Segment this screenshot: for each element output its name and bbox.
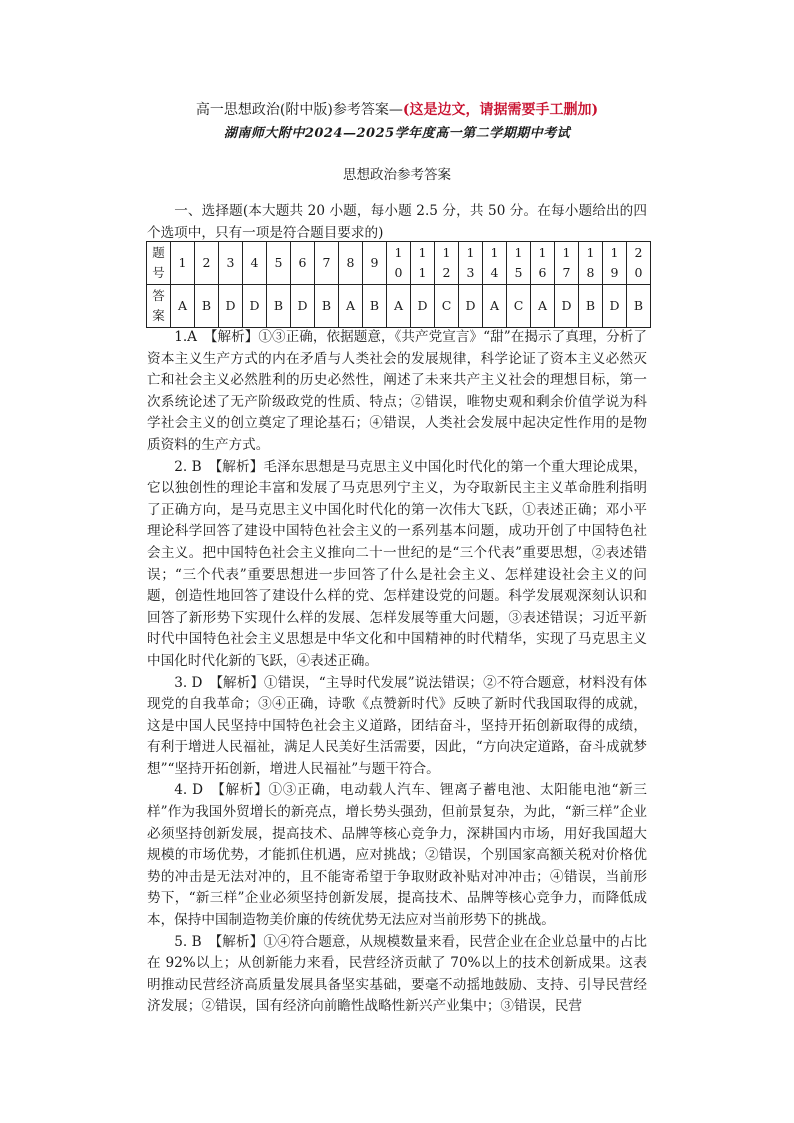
answer-cell: A <box>531 285 555 328</box>
question-number: 2 <box>202 255 211 270</box>
explanation-q1: 1.A 【解析】①③正确，依据题意，《共产党宣言》“甜”在揭示了真理，分析了资本主义生产方式的内在矛盾与人类社会的发展规律，科学论证了资本主义必然灭亡和社会主义必然胜利的历史必然性，阐述了未来共产主义社会的理想目标，第一次系统论述了无产阶级政党的性质、特点；②错误，唯物史观和剩余价值学说为科学社会主义的创立奠定了理论基石；④错误，人类社会发展中起决定性作用的是物质资料的生产方式。 <box>147 329 647 453</box>
question-number: 8 <box>346 255 355 270</box>
answer-cell: D <box>291 285 315 328</box>
answer-table <box>146 241 651 328</box>
question-number: 6 <box>298 255 307 270</box>
question-number-cell <box>459 242 483 285</box>
question-number: 7 <box>322 255 331 270</box>
explanation-q4: 4. D 【解析】①③正确，电动载人汽车、锂离子蓄电池、太阳能电池“新三样”作为我国外贸增长的新亮点，增长势头强劲，但前景复杂，为此，“新三样”企业必须坚持创新发展，提高技术、品牌等核心竞争力，深耕国内市场，用好我国超大规模的市场优势，才能抓住机遇，应对挑战；②错误，个别国家高额关税对价格优势的冲击是无法对冲的，且不能寄希望于争取财政补贴对冲冲击；④错误，当前形势下，“新三样”企业必须坚持创新发展，提高技术、品牌等核心竞争力，而降低成本，保持中国制造物美价廉的传统优势无法应对当前形势下的挑战。 <box>147 782 647 929</box>
answer-cell: A <box>171 285 195 328</box>
question-number: 20 <box>634 245 643 280</box>
question-number-cell <box>579 242 603 285</box>
header-title: 高一思想政治(附中版)参考答案— <box>195 102 403 118</box>
question-number-cell <box>315 242 339 285</box>
answer-cell: C <box>435 285 459 328</box>
question-number: 18 <box>586 245 595 280</box>
question-number: 9 <box>370 255 379 270</box>
question-number: 1 <box>178 255 187 270</box>
question-number-cell <box>291 242 315 285</box>
answer-cell: D <box>459 285 483 328</box>
document-header-line <box>0 99 794 119</box>
question-number-cell <box>603 242 627 285</box>
question-number-cell <box>387 242 411 285</box>
answer-cell: D <box>555 285 579 328</box>
exam-title: 湖南师大附中2024—2025学年度高一第二学期期中考试 <box>223 126 571 141</box>
question-number-cell <box>627 242 651 285</box>
answer-cell: C <box>507 285 531 328</box>
answer-cell: D <box>603 285 627 328</box>
answer-cell: D <box>219 285 243 328</box>
question-number-cell <box>531 242 555 285</box>
answer-cell: A <box>483 285 507 328</box>
header-editor-note: (这是边文，请据需要手工删加) <box>402 102 599 118</box>
question-number: 17 <box>562 245 571 280</box>
answer-cell: A <box>387 285 411 328</box>
answer-cell: B <box>579 285 603 328</box>
section-intro: 一、选择题(本大题共 20 小题，每小题 2.5 分，共 50 分。在每小题给出的四个选项中，只有一项是符合题目要求的) <box>147 203 647 241</box>
question-number: 10 <box>394 245 403 280</box>
question-number: 14 <box>490 245 499 280</box>
question-number-cell <box>195 242 219 285</box>
question-number: 16 <box>538 245 547 280</box>
question-number-cell <box>363 242 387 285</box>
question-number-cell <box>411 242 435 285</box>
answer-explanations <box>147 327 647 1018</box>
row-label: 答案 <box>147 285 171 328</box>
explanation-q2: 2. B 【解析】毛泽东思想是马克思主义中国化时代化的第一个重大理论成果，它以独创性的理论丰富和发展了马克思列宁主义，为夺取新民主主义革命胜利指明了正确方向，是马克思主义中国化时代化的第一次伟大飞跃，①表述正确；邓小平理论科学回答了建设中国特色社会主义的一系列基本问题，成功开创了中国特色社会主义。把中国特色社会主义推向二十一世纪的是“三个代表”重要思想，②表述错误；“三个代表”重要思想进一步回答了什么是社会主义、怎样建设社会主义的问题，创造性地回答了建设什么样的党、怎样建设党的问题。科学发展观深刻认识和回答了新形势下实现什么样的发展、怎样发展等重大问题，③表述错误；习近平新时代中国特色社会主义思想是中华文化和中国精神的时代精华，实现了马克思主义中国化时代化新的飞跃，④表述正确。 <box>147 458 647 669</box>
row-label: 题号 <box>147 242 171 285</box>
question-number: 11 <box>418 245 427 280</box>
answer-row <box>147 285 651 328</box>
question-number-cell <box>243 242 267 285</box>
answer-cell: D <box>243 285 267 328</box>
answer-cell: B <box>363 285 387 328</box>
question-number-cell <box>435 242 459 285</box>
question-number: 13 <box>466 245 475 280</box>
answer-cell: D <box>411 285 435 328</box>
question-number: 5 <box>274 255 283 270</box>
question-number-cell <box>483 242 507 285</box>
answer-cell: B <box>195 285 219 328</box>
answer-cell: B <box>315 285 339 328</box>
answer-cell: A <box>339 285 363 328</box>
question-number-cell <box>507 242 531 285</box>
question-number-cell <box>171 242 195 285</box>
question-number: 15 <box>514 245 523 280</box>
explanation-q5: 5. B 【解析】①④符合题意，从规模数量来看，民营企业在企业总量中的占比在 92%以上；从创新能力来看，民营经济贡献了 70%以上的技术创新成果。这表明推动民营经济高质量发展具备坚实基础，要毫不动摇地鼓励、支持、引导民营经济发展；②错误，国有经济向前瞻性战略性新兴产业集中；③错误，民营 <box>147 933 647 1015</box>
explanation-q3: 3. D 【解析】①错误，“主导时代发展”说法错误；②不符合题意，材料没有体现党的自我革命；③④正确，诗歌《点赞新时代》反映了新时代我国取得的成就，这是中国人民坚持中国特色社会主义道路，团结奋斗，坚持开拓创新取得的成绩，有利于增进人民福祉，满足人民美好生活需要，因此，“方向决定道路，奋斗成就梦想”“坚持开拓创新，增进人民福祉”与题干符合。 <box>147 674 647 777</box>
question-number: 3 <box>226 255 235 270</box>
question-number-row <box>147 242 651 285</box>
answer-cell: B <box>267 285 291 328</box>
question-number-cell <box>267 242 291 285</box>
section-title: 思想政治参考答案 <box>343 167 451 183</box>
question-number: 19 <box>610 245 619 280</box>
question-number: 12 <box>442 245 451 280</box>
answer-cell: B <box>627 285 651 328</box>
question-number-cell <box>339 242 363 285</box>
question-number-cell <box>219 242 243 285</box>
question-number-cell <box>555 242 579 285</box>
question-number: 4 <box>250 255 259 270</box>
